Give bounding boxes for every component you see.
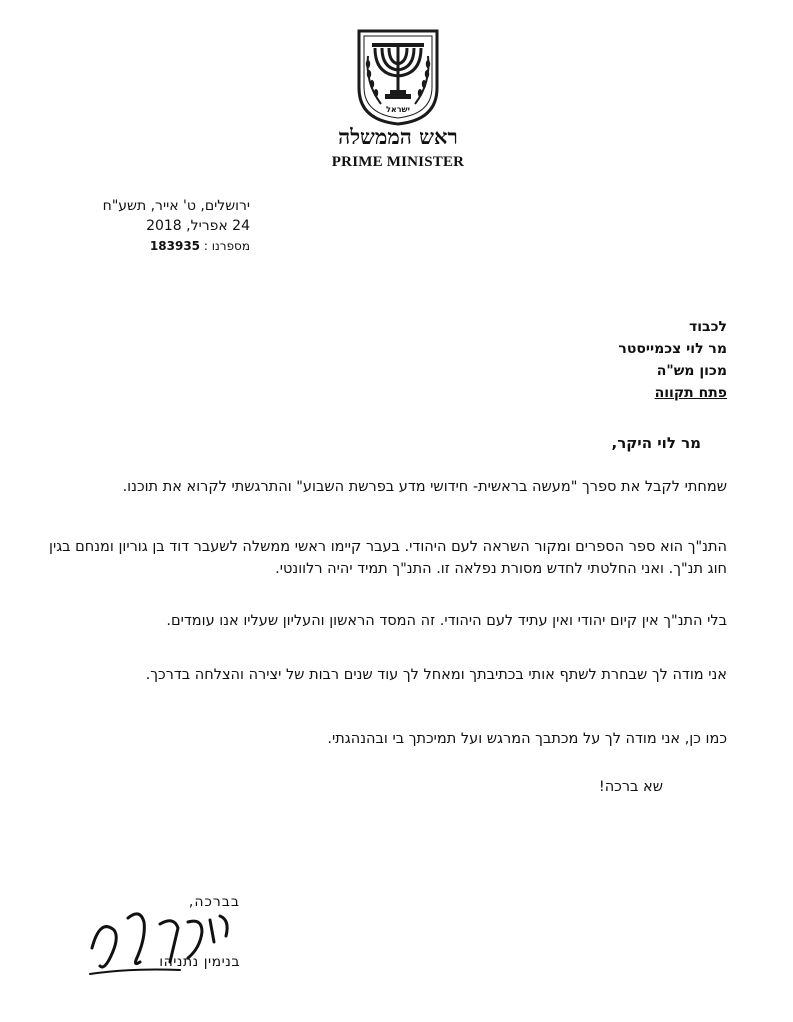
signature-block xyxy=(70,888,280,998)
hebrew-date: ירושלים, ט' אייר, תשע"ח xyxy=(102,198,250,214)
signature-name: בנימין נתניהו xyxy=(159,954,240,970)
recipient-block xyxy=(527,316,727,404)
recipient-city: פתח תקווה xyxy=(654,385,727,401)
signature-greeting: בברכה, xyxy=(188,894,240,910)
state-emblem-icon xyxy=(355,28,441,126)
body-paragraph: כמו כן, אני מודה לך על מכתבך המרגש ועל תמיכתך בי ובהנהגתי. xyxy=(327,731,727,747)
recipient-name: מר לוי צכמייסטר xyxy=(618,341,727,357)
body-paragraph: בלי התנ"ך אין קיום יהודי ואין עתיד לעם היהודי. זה המסד הראשון והעליון שעליו אנו עומדים. xyxy=(166,613,727,629)
reference-label: מספרנו : xyxy=(203,239,250,253)
letterhead-title-hebrew: ראש הממשלה xyxy=(338,124,458,149)
recipient-organization: מכון מש"ה xyxy=(656,363,727,379)
recipient-honorific: לכבוד xyxy=(689,319,727,335)
reference-number: 183935 xyxy=(149,239,201,253)
reference-line xyxy=(50,236,250,256)
letterhead-title-english: PRIME MINISTER xyxy=(331,154,465,170)
body-paragraph: שמחתי לקבל את ספרך "מעשה בראשית- חידושי מדע בפרשת השבוע" והתרגשתי לקרוא את תוכנו. xyxy=(122,479,727,495)
emblem-caption: ישראל xyxy=(386,105,410,114)
date-block xyxy=(50,196,250,256)
gregorian-date: 24 אפריל, 2018 xyxy=(146,218,250,234)
salutation: מר לוי היקר, xyxy=(611,434,701,452)
closing-line: שא ברכה! xyxy=(598,779,663,795)
body-paragraph: התנ"ך הוא ספר הספרים ומקור השראה לעם היהודי. בעבר קיימו ראשי ממשלה לשעבר דוד בן גוריון ומנחם בגין חוג תנ"ך. ואני החלטתי לחדש מסורת נפלאה זו. התנ"ך תמיד יהיה רלוונטי. xyxy=(49,539,727,577)
body-paragraph: אני מודה לך שבחרת לשתף אותי בכתיבתך ומאחל לך עוד שנים רבות של יצירה והצלחה בדרכך. xyxy=(145,667,727,683)
